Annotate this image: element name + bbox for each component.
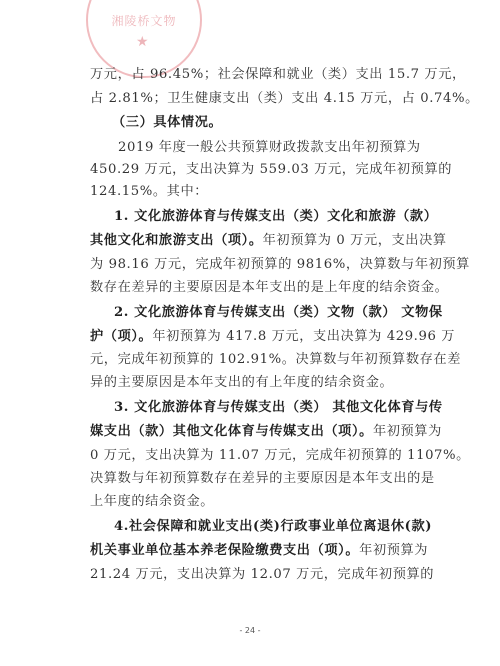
item-heading-cont: 媒支出（款）其他文化体育与传媒支出（项）。 xyxy=(90,424,373,439)
text-line: 124.15%。其中： xyxy=(90,184,209,199)
text-line xyxy=(90,542,428,560)
text-line: 占 2.81%；卫生健康支出（类）支出 4.15 万元，占 0.74%。 xyxy=(90,91,479,106)
item-text: 年初预算为 417.8 万元，支出决算为 429.96 万 xyxy=(152,329,456,344)
item-text: 年初预算为 xyxy=(359,543,429,558)
item-heading-cont: 其他文化和旅游支出（项）。 xyxy=(90,233,263,248)
item-text: 年初预算为 xyxy=(372,424,442,439)
text-line: 异的主要原因是本年支出的有上年度的结余资金。 xyxy=(90,375,394,390)
page-number: - 24 - xyxy=(239,626,261,635)
item-heading: 2. 文化旅游体育与传媒支出（类）文物（款） 文物保 xyxy=(114,305,443,320)
item-heading-cont: 护（项）。 xyxy=(90,329,153,344)
seal-text: 湘陵桥文物 xyxy=(111,14,177,28)
text-line: 为 98.16 万元，完成年初预算的 9816%，决算数与年初预算 xyxy=(90,257,470,272)
text-line xyxy=(90,232,447,250)
item-heading: 4.社会保障和就业支出(类)行政事业单位离退休(款) xyxy=(114,519,433,534)
text-line xyxy=(90,423,442,441)
text-line: 数存在差异的主要原因是本年支出的是上年度的结余资金。 xyxy=(90,280,449,295)
text-line xyxy=(90,328,455,346)
item-text: 年初预算为 0 万元，支出决算 xyxy=(262,233,447,248)
text-line: 万元，占 96.45%；社会保障和就业（类）支出 15.7 万元， xyxy=(90,67,466,82)
text-line: 450.29 万元，支出决算为 559.03 万元，完成年初预算的 xyxy=(90,162,453,177)
item-heading-cont: 机关事业单位基本养老保险缴费支出（项）。 xyxy=(90,543,360,558)
item-heading: 1. 文化旅游体育与传媒支出（类）文化和旅游（款） xyxy=(114,209,438,224)
text-line: 决算数与年初预算数存在差异的主要原因是本年支出的是 xyxy=(90,471,435,486)
section-heading: （三）具体情况。 xyxy=(112,115,223,130)
text-line: 21.24 万元，支出决算为 12.07 万元，完成年初预算的 xyxy=(90,567,435,582)
text-line: 0 万元，支出决算为 11.07 万元，完成年初预算的 1107%。 xyxy=(90,448,470,463)
item-heading: 3. 文化旅游体育与传媒支出（类） 其他文化体育与传 xyxy=(114,400,443,415)
text-line: 上年度的结余资金。 xyxy=(90,494,215,509)
seal-star-icon: ★ xyxy=(136,34,149,50)
text-line: 2019 年度一般公共预算财政拨款支出年初预算为 xyxy=(118,140,421,155)
text-line: 元，完成年初预算的 102.91%。决算数与年初预算数存在差 xyxy=(90,352,461,367)
